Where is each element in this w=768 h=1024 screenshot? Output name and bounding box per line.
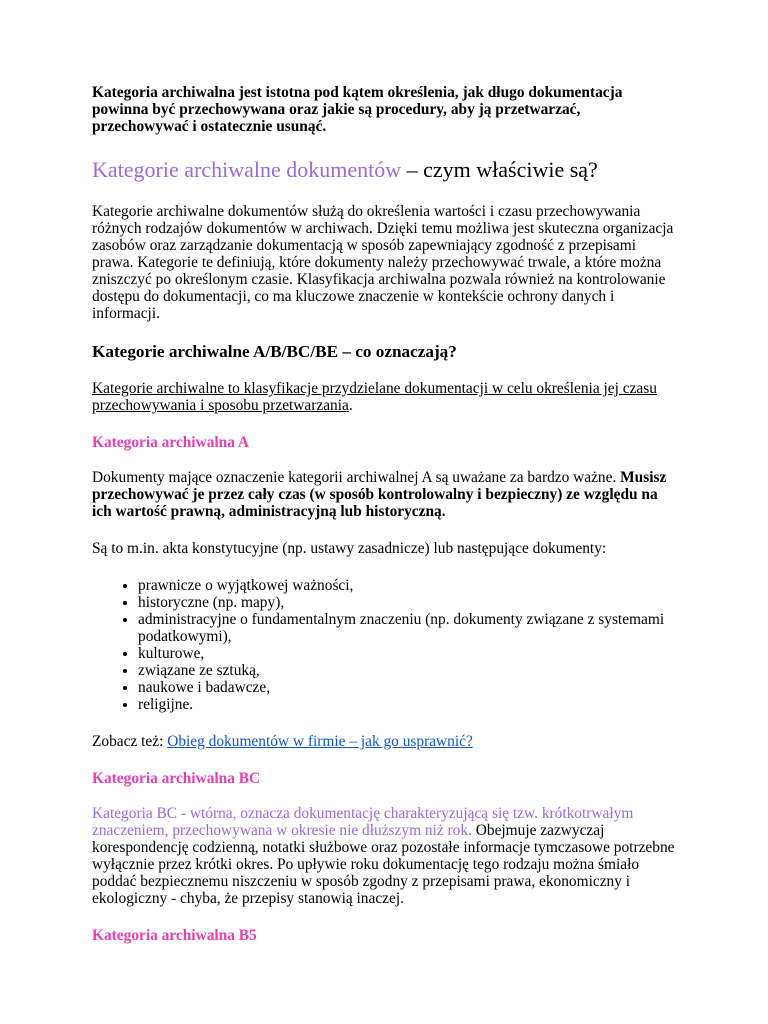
list-item: • religijne. (138, 696, 678, 713)
see-also (92, 733, 678, 750)
section-a-bold-text: Musisz przechowywać je przez cały czas (w sposób kontrolowalny i bezpieczny) ze względu na ich wartość prawną, administracyjną lub historyczną (92, 469, 667, 520)
list-item: • historyczne (np. mapy), (138, 594, 678, 611)
list-item: • prawnicze o wyjątkowej ważności, (138, 577, 678, 594)
section-a-paragraph (92, 469, 678, 520)
section-bc-highlight: Kategoria BC - wtórna, oznacza dokumentację charakteryzującą się tzw. krótkotrwałym znaczeniem, przechowywana w okresie nie dłuższym niż rok. (92, 805, 634, 839)
list-item: • administracyjne o fundamentalnym znaczeniu (np. dokumenty związane z systemami podatkowymi), (138, 611, 678, 645)
list-item: • kulturowe, (138, 645, 678, 662)
definition-end: . (348, 397, 353, 414)
document-types-list (92, 577, 678, 713)
page-heading (92, 157, 678, 183)
list-item: • naukowe i badawcze, (138, 679, 678, 696)
definition-underlined: Kategorie archiwalne to klasyfikacje przydzielane dokumentacji w celu określenia jej czasu przechowywania i sposobu przetwarzania (92, 380, 657, 414)
intro-paragraph: Kategoria archiwalna jest istotna pod kątem określenia, jak długo dokumentacja powinna być przechowywana oraz jakie są procedury, aby ją przetwarzać, przechowywać i ostatecznie usunąć. (92, 84, 623, 135)
definition-paragraph (92, 380, 678, 414)
see-also-label: Zobacz też: (92, 733, 168, 750)
heading-highlight: Kategorie archiwalne dokumentów (92, 157, 402, 182)
section-a-title: Kategoria archiwalna A (92, 434, 250, 451)
list-item: • związane ze sztuką, (138, 662, 678, 679)
subheading-categories: Kategorie archiwalne A/B/BC/BE – co oznaczają? (92, 342, 457, 361)
intro-description: Kategorie archiwalne dokumentów służą do określenia wartości i czasu przechowywania różnych rodzajów dokumentów w archiwach. Dzięki temu możliwa jest skuteczna organizacja zasobów oraz zarządzanie dokumentacją w sposób zapewniający zgodność z przepisami prawa. Kategorie te definiują, które dokumenty należy przechowywać trwale, a które można zniszczyć po określonym czasie. Klasyfikacja archiwalna pozwala również na kontrolowanie dostępu do dokumentacji, co ma kluczowe znaczenie w kontekście ochrony danych i informacji. (92, 203, 674, 322)
list-intro: Są to m.in. akta konstytucyjne (np. ustawy zasadnicze) lub następujące dokumenty: (92, 540, 607, 557)
section-bc-paragraph (92, 805, 678, 907)
section-a-end: . (441, 503, 446, 520)
section-bc-text: Obejmuje zazwyczaj korespondencję codzienną, notatki służbowe oraz pozostałe informacje tymczasowe potrzebne wyłącznie przez krótki okres. Po upływie roku dokumentację tego rodzaju można śmiało poddać bezpiecznemu niszczeniu w sposób zgodny z przepisami prawa, ekonomiczny i ekologiczny - chyba, że przepisy stanowią inaczej. (92, 822, 675, 907)
section-bc-title: Kategoria archiwalna BC (92, 770, 261, 787)
section-b5-title: Kategoria archiwalna B5 (92, 927, 257, 944)
section-a-text: Dokumenty mające oznaczenie kategorii archiwalnej A są uważane za bardzo ważne. (92, 469, 621, 486)
heading-rest: – czym właściwie są? (401, 157, 598, 182)
see-also-link[interactable]: Obieg dokumentów w firmie – jak go usprawnić? (167, 733, 473, 750)
